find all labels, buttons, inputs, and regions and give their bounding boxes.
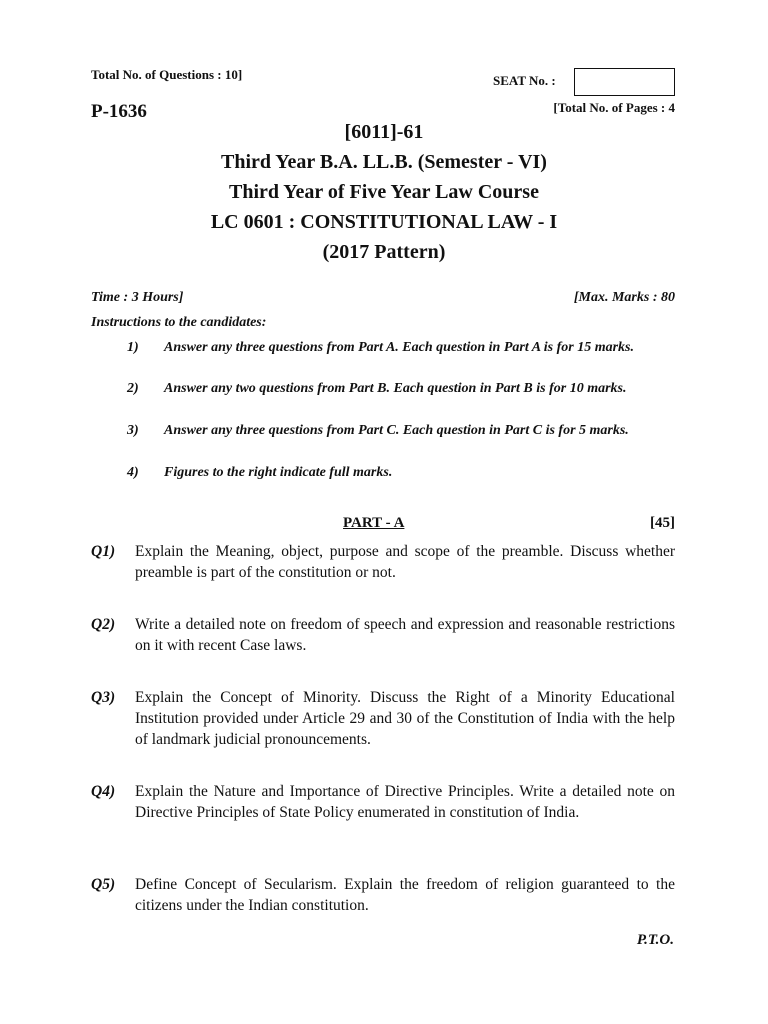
instruction-item [127,380,675,398]
subject-title: LC 0601 : CONSTITUTIONAL LAW - I [210,211,558,233]
question-number: Q3) [91,689,116,706]
instruction-item [127,464,675,482]
question-text: Explain the Nature and Importance of Directive Principles. Write a detailed note on Directive Principles of State Policy enumerated in constitution of India. [135,783,675,821]
instructions-title: Instructions to the candidates: [91,315,267,330]
question-number: Q5) [91,876,116,893]
instruction-number: 4) [127,465,139,480]
instruction-number: 1) [127,340,139,355]
question [91,541,675,583]
question [91,781,675,823]
instruction-text: Answer any three questions from Part A. Each question in Part A is for 15 marks. [164,340,634,355]
total-pages: [Total No. of Pages : 4 [553,100,675,115]
instruction-number: 2) [127,381,139,396]
question-number: Q4) [91,783,116,800]
question-text: Explain the Concept of Minority. Discuss the Right of a Minority Educational Institution provided under Article 29 and 30 of the Constitution of India with the help of landmark judicial pronouncements. [135,689,675,748]
part-a-marks: [45] [650,515,675,531]
instruction-number: 3) [127,423,139,438]
instruction-text: Answer any two questions from Part B. Each question in Part B is for 10 marks. [164,381,627,396]
time-allowed: Time : 3 Hours] [91,290,184,305]
question [91,874,675,916]
total-questions: Total No. of Questions : 10] [91,67,243,82]
course-title-line2: Third Year of Five Year Law Course [229,181,539,203]
question-text: Explain the Meaning, object, purpose and scope of the preamble. Discuss whether preamble is part of the constitution or not. [135,543,675,581]
seat-number-label: SEAT No. : [493,73,556,88]
please-turn-over: P.T.O. [636,932,674,948]
course-title-line1: Third Year B.A. LL.B. (Semester - VI) [221,151,547,173]
instruction-text: Answer any three questions from Part C. Each question in Part C is for 5 marks. [164,423,629,438]
paper-code: P-1636 [91,101,147,122]
question-number: Q2) [91,616,116,633]
exam-code: [6011]-61 [344,121,424,143]
question-number: Q1) [91,543,116,560]
seat-number-box [574,68,675,96]
instruction-item [127,422,675,440]
instruction-item [127,339,675,357]
pattern-title: (2017 Pattern) [322,241,446,263]
part-a-heading: PART - A [343,515,405,531]
question [91,614,675,656]
instruction-text: Figures to the right indicate full marks. [164,465,393,480]
question [91,687,675,750]
max-marks: [Max. Marks : 80 [573,290,675,305]
question-text: Write a detailed note on freedom of speech and expression and reasonable restrictions on it with recent Case laws. [135,616,675,654]
question-text: Define Concept of Secularism. Explain the freedom of religion guaranteed to the citizens under the Indian constitution. [135,876,675,914]
